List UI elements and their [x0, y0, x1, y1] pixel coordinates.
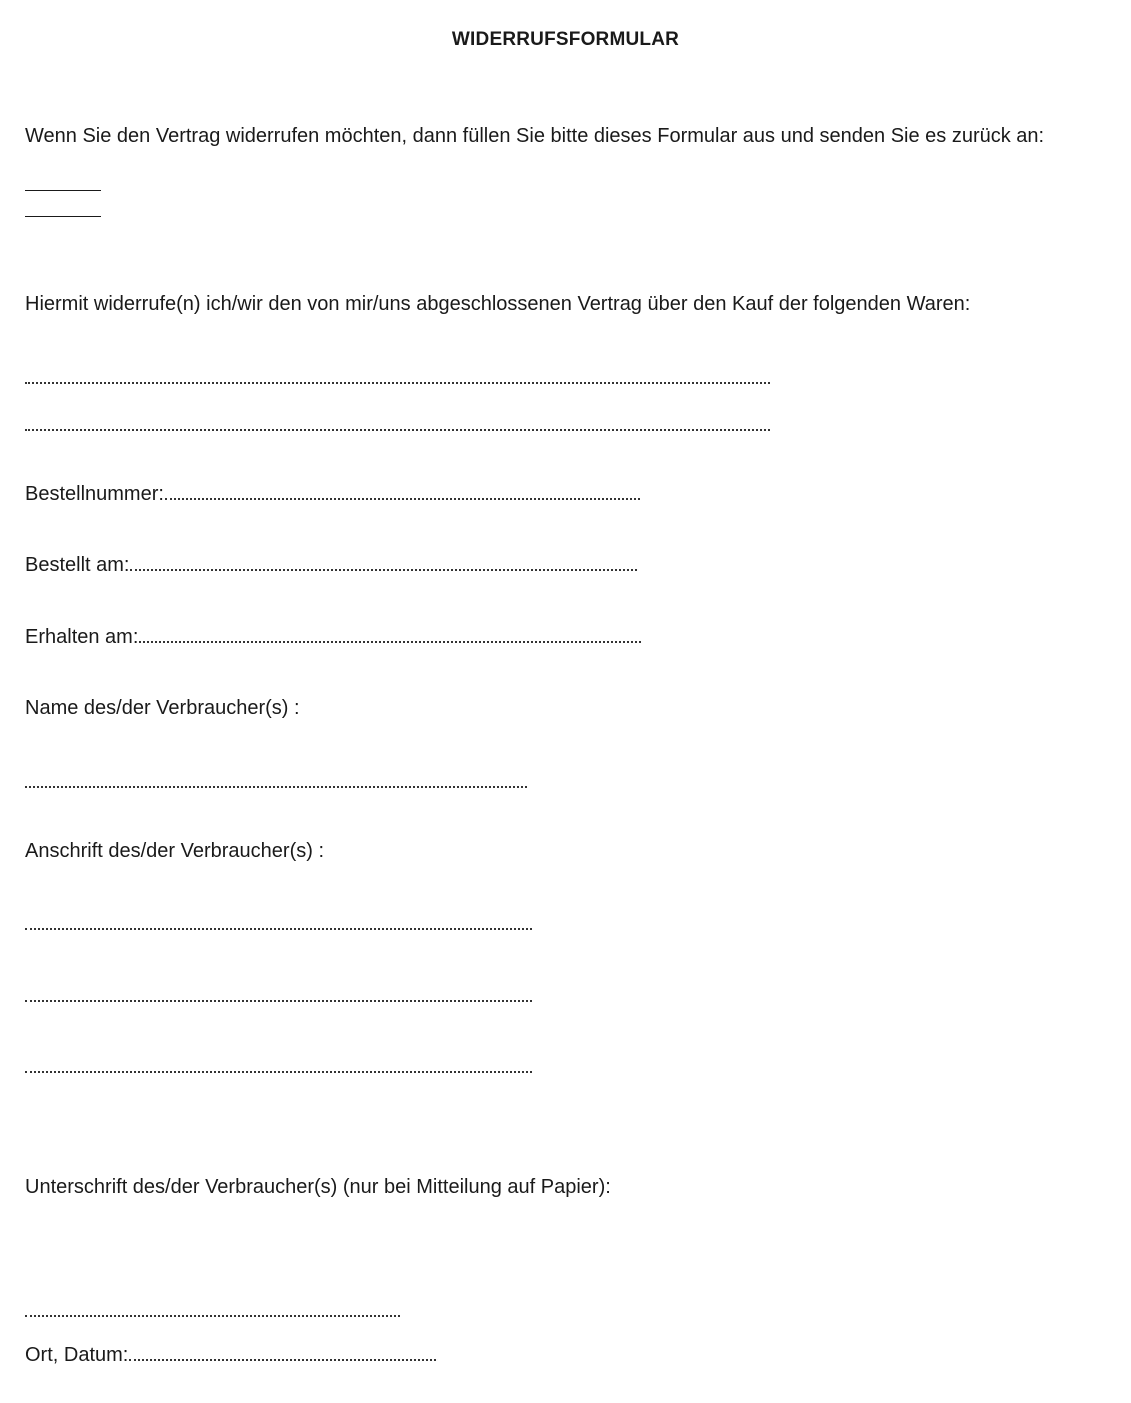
ordered-on-row [25, 553, 637, 577]
intro-text: Wenn Sie den Vertrag widerrufen möchten, dann füllen Sie bitte dieses Formular aus und senden Sie es zurück an: [25, 125, 1045, 147]
recipient-line-2[interactable] [25, 216, 101, 217]
place-date-field[interactable] [129, 1357, 436, 1361]
revocation-statement: Hiermit widerrufe(n) ich/wir den von mir/uns abgeschlossenen Vertrag über den Kauf der folgenden Waren: [25, 293, 971, 315]
consumer-address-line-2[interactable] [25, 998, 532, 1002]
consumer-name-label: Name des/der Verbraucher(s) : [25, 697, 300, 719]
ordered-on-label: Bestellt am: [25, 554, 130, 576]
recipient-line-1[interactable] [25, 190, 101, 191]
received-on-label: Erhalten am: [25, 626, 139, 648]
order-number-label: Bestellnummer: [25, 483, 164, 505]
ordered-on-field[interactable] [130, 567, 637, 571]
consumer-address-line-3[interactable] [25, 1069, 532, 1073]
consumer-address-label: Anschrift des/der Verbraucher(s) : [25, 840, 325, 862]
place-date-label: Ort, Datum: [25, 1344, 129, 1366]
consumer-address-line-1[interactable] [25, 926, 532, 930]
order-number-field[interactable] [165, 496, 640, 500]
signature-field[interactable] [25, 1313, 400, 1317]
order-number-row [25, 482, 640, 506]
goods-line-2[interactable] [25, 427, 770, 431]
signature-label: Unterschrift des/der Verbraucher(s) (nur bei Mitteilung auf Papier): [25, 1176, 611, 1198]
received-on-row [25, 625, 641, 649]
place-date-row [25, 1343, 436, 1367]
received-on-field[interactable] [139, 639, 641, 643]
consumer-name-field[interactable] [25, 784, 527, 788]
goods-line-1[interactable] [25, 380, 770, 384]
form-title: WIDERRUFSFORMULAR [451, 29, 680, 50]
